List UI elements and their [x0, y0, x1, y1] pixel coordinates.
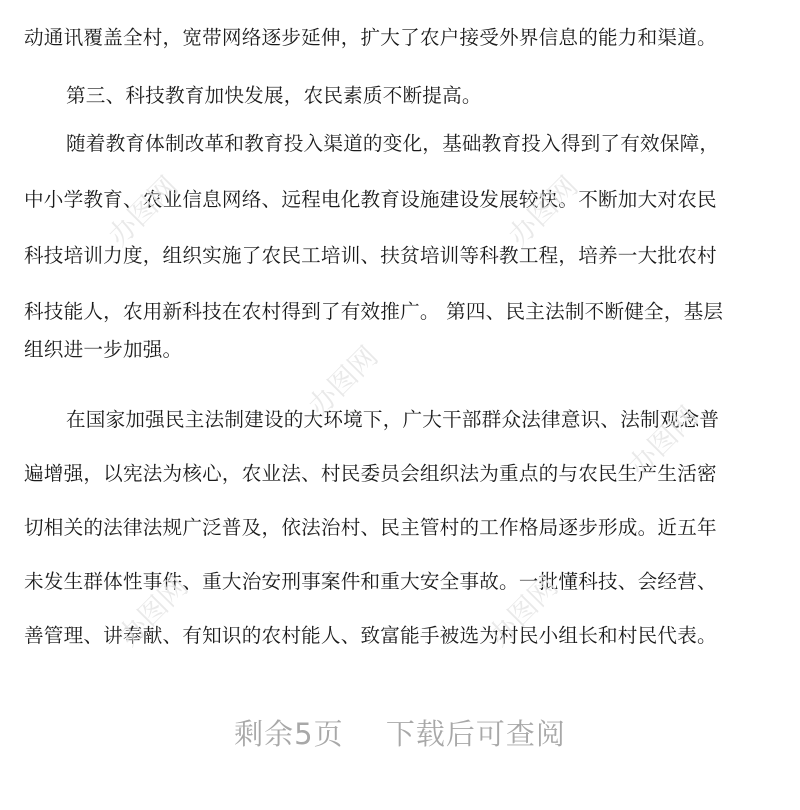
text-line: 在国家加强民主法制建设的大环境下，广大干部群众法律意识、法制观念普: [66, 408, 720, 431]
section-heading: 第三、科技教育加快发展，农民素质不断提高。: [66, 84, 482, 107]
watermark: 办图网: [621, 399, 705, 483]
watermark: 办图网: [301, 339, 385, 423]
text-line: 未发生群体性事件、重大治安刑事案件和重大安全事故。一批懂科技、会经营、: [24, 570, 717, 593]
remaining-pages-label: 剩余5页: [234, 717, 344, 751]
text-line: 动通讯覆盖全村，宽带网络逐步延伸，扩大了农户接受外界信息的能力和渠道。: [24, 26, 717, 49]
text-line: 遍增强，以宪法为核心，农业法、村民委员会组织法为重点的与农民生产生活密: [24, 462, 717, 485]
download-to-view-label[interactable]: 下载后可查阅: [385, 717, 566, 751]
remaining-pages-prompt[interactable]: [0, 712, 800, 753]
watermark: 办图网: [101, 169, 185, 253]
text-line: 中小学教育、农业信息网络、远程电化教育设施建设发展较快。不断加大对农民: [24, 188, 717, 211]
text-line: 切相关的法律法规广泛普及，依法治村、民主管村的工作格局逐步形成。近五年: [24, 516, 717, 539]
watermark: 办图网: [501, 169, 585, 253]
text-line: 组织进一步加强。: [24, 338, 183, 361]
watermark: 办图网: [111, 569, 195, 653]
text-line: 科技培训力度，组织实施了农民工培训、扶贫培训等科教工程，培养一大批农村: [24, 244, 717, 267]
text-line: 随着教育体制改革和教育投入渠道的变化，基础教育投入得到了有效保障，: [66, 132, 720, 155]
text-line: 善管理、讲奉献、有知识的农村能人、致富能手被选为村民小组长和村民代表。: [24, 624, 717, 647]
watermark: 办图网: [481, 569, 565, 653]
text-line: 科技能人，农用新科技在农村得到了有效推广。 第四、民主法制不断健全，基层: [24, 300, 724, 323]
